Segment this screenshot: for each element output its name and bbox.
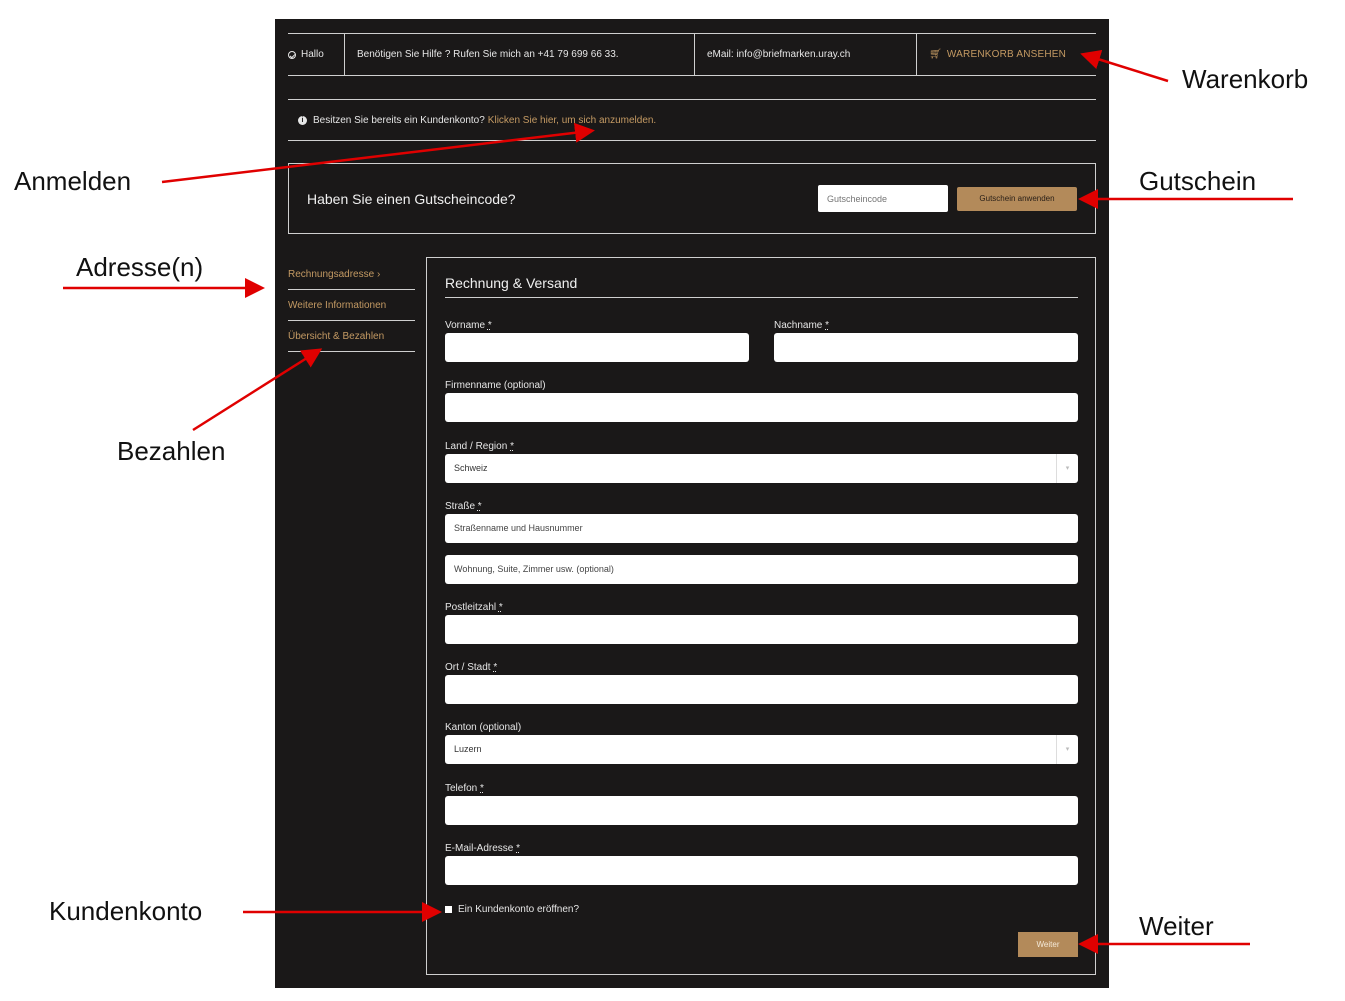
canton-select[interactable]: Luzern ▾ (445, 735, 1078, 764)
annotation-warenkorb: Warenkorb (1182, 64, 1309, 94)
login-notice-text: Besitzen Sie bereits ein Kundenkonto? (313, 114, 485, 126)
form-title: Rechnung & Versand (445, 275, 1078, 298)
last-name-label: Nachname * (774, 320, 830, 331)
annotation-bezahlen: Bezahlen (117, 436, 226, 466)
next-button[interactable]: Weiter (1018, 932, 1078, 957)
login-link[interactable]: Klicken Sie hier, um sich anzumelden. (487, 114, 657, 126)
cart-icon: 🛒︎ (929, 49, 942, 60)
step-more-info[interactable]: Weitere Informationen (288, 290, 415, 321)
info-icon: i (298, 116, 307, 125)
apply-coupon-button[interactable]: Gutschein anwenden (957, 187, 1077, 211)
annotation-gutschein: Gutschein (1139, 166, 1257, 196)
arrow-warenkorb (1085, 55, 1168, 81)
zip-label: Postleitzahl * (445, 602, 503, 613)
street-label: Straße * (445, 501, 482, 512)
arrow-bezahlen (193, 351, 318, 430)
contact-email[interactable]: eMail: info@briefmarken.uray.ch (695, 34, 917, 75)
chevron-down-icon: ▾ (1056, 735, 1078, 764)
create-account-label: Ein Kundenkonto eröffnen? (458, 904, 580, 915)
annotation-anmelden: Anmelden (14, 166, 132, 196)
arrow-anmelden (162, 131, 590, 182)
canton-label: Kanton (optional) (445, 722, 522, 733)
email-label: E-Mail-Adresse * (445, 843, 521, 854)
city-label: Ort / Stadt * (445, 662, 498, 673)
country-select[interactable]: Schweiz ▾ (445, 454, 1078, 483)
company-label: Firmenname (optional) (445, 380, 546, 391)
annotation-kundenkonto: Kundenkonto (49, 896, 203, 926)
country-label: Land / Region * (445, 441, 514, 452)
phone-label: Telefon * (445, 783, 484, 794)
view-cart-link[interactable]: 🛒︎ WARENKORB ANSEHEN (929, 49, 1067, 60)
greeting[interactable]: Hallo (288, 34, 345, 75)
step-billing-address[interactable]: Rechnungsadresse › (288, 259, 415, 290)
coupon-title: Haben Sie einen Gutscheincode? (307, 190, 516, 207)
annotation-weiter: Weiter (1139, 911, 1214, 941)
annotation-adressen: Adresse(n) (76, 252, 204, 282)
step-overview-pay[interactable]: Übersicht & Bezahlen (288, 321, 415, 352)
help-phone: Benötigen Sie Hilfe ? Rufen Sie mich an +41 79 699 66 33. (345, 34, 695, 75)
chevron-down-icon: ▾ (1056, 454, 1078, 483)
first-name-label: Vorname * (445, 320, 492, 331)
